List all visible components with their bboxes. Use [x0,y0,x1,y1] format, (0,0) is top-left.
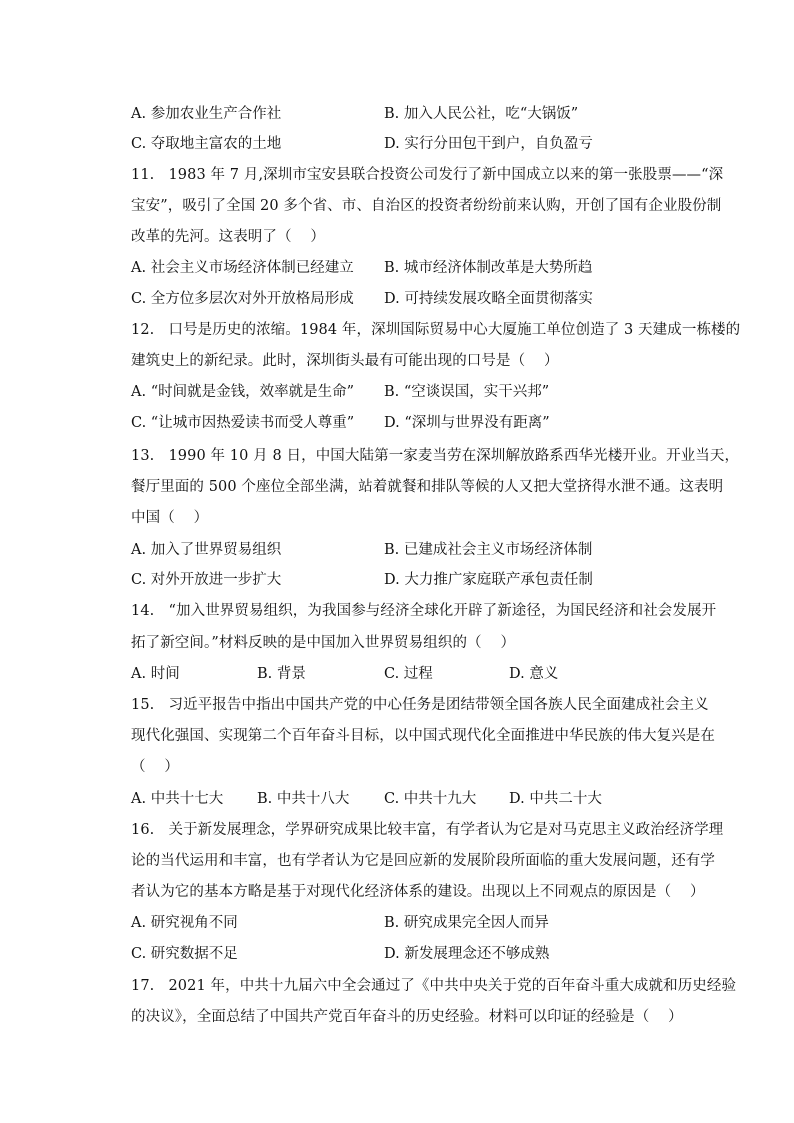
q15-stem-line-2: 现代化强国、实现第二个百年奋斗目标，以中国式现代化全面推进中华民族的伟大复兴是在 [131,728,715,744]
q12-option-a: A. “时间就是金钱，效率就是生命” [131,384,355,400]
q16-option-b: B. 研究成果完全因人而异 [384,915,549,931]
q15-option-d: D. 中共二十大 [509,791,602,807]
q14-stem-line-1: 14. “加入世界贸易组织，为我国参与经济全球化开辟了新途径，为国民经济和社会发展开 [131,603,717,619]
q16-stem-line-3: 者认为它的基本方略是基于对现代化经济体系的建设。出现以上不同观点的原因是（ ） [131,884,705,900]
q15-stem-line-1: 15. 习近平报告中指出中国共产党的中心任务是团结带领全国各族人民全面建成社会主义 [131,697,709,713]
q13-option-a: A. 加入了世界贸易组织 [131,542,282,558]
q13-stem-line-2: 餐厅里面的 500 个座位全部坐满，站着就餐和排队等候的人又把大堂挤得水泄不通。这表明 [131,479,724,495]
q11-stem-line-2: 宝安”，吸引了全国 20 多个省、市、自治区的投资者纷纷前来认购，开创了国有企业股份制 [131,198,722,214]
q17-stem-line-2: 的决议》，全面总结了中国共产党百年奋斗的历史经验。材料可以印证的经验是（ ） [131,1009,683,1025]
q15-stem-line-3: （ ） [131,759,180,775]
q16-stem-line-2: 论的当代运用和丰富，也有学者认为它是回应新的发展阶段所面临的重大发展问题，还有学 [131,853,715,869]
q15-option-a: A. 中共十七大 [131,791,224,807]
q11-option-c: C. 全方位多层次对外开放格局形成 [131,291,354,307]
q16-option-d: D. 新发展理念还不够成熟 [384,946,550,962]
q11-option-a: A. 社会主义市场经济体制已经建立 [131,260,354,276]
q13-option-c: C. 对外开放进一步扩大 [131,572,282,588]
q10-option-c: C. 夺取地主富农的土地 [131,136,282,152]
q14-option-c: C. 过程 [384,666,433,682]
q16-stem-line-1: 16. 关于新发展理念，学界研究成果比较丰富，有学者认为它是对马克思主义政治经济学理 [131,822,724,838]
q13-option-d: D. 大力推广家庭联产承包责任制 [384,572,593,588]
q11-option-b: B. 城市经济体制改革是大势所趋 [384,260,593,276]
q10-option-d: D. 实行分田包干到户，自负盈亏 [384,136,593,152]
q14-option-b: B. 背景 [257,666,306,682]
q13-option-b: B. 已建成社会主义市场经济体制 [384,542,593,558]
q11-option-d: D. 可持续发展攻略全面贯彻落实 [384,291,593,307]
q17-stem-line-1: 17. 2021 年，中共十九届六中全会通过了《中共中央关于党的百年奋斗重大成就和历史经验 [131,978,737,994]
q12-option-b: B. “空谈误国，实干兴邦” [384,384,550,400]
q12-option-d: D. “深圳与世界没有距离” [384,415,550,431]
q12-stem-line-1: 12. 口号是历史的浓缩。1984 年，深圳国际贸易中心大厦施工单位创造了 3 天建成一栋楼的 [131,322,741,338]
q14-stem-line-2: 拓了新空间。”材料反映的是中国加入世界贸易组织的（ ） [131,635,516,651]
q15-option-b: B. 中共十八大 [257,791,350,807]
q11-stem-line-1: 11. 1983 年 7 月,深圳市宝安县联合投资公司发行了新中国成立以来的第一张股票——“深 [131,167,724,183]
q14-option-d: D. 意义 [509,666,559,682]
q15-option-c: C. 中共十九大 [384,791,477,807]
q13-stem-line-3: 中国（ ） [131,510,209,526]
q16-option-c: C. 研究数据不足 [131,946,238,962]
q12-stem-line-2: 建筑史上的新纪录。此时，深圳街头最有可能出现的口号是（ ） [131,353,559,369]
q14-option-a: A. 时间 [131,666,180,682]
q10-option-b: B. 加入人民公社，吃“大锅饭” [384,106,579,122]
q10-option-a: A. 参加农业生产合作社 [131,106,282,122]
q16-option-a: A. 研究视角不同 [131,915,238,931]
q12-option-c: C. “让城市因热爱读书而受人尊重” [131,415,355,431]
q13-stem-line-1: 13. 1990 年 10 月 8 日，中国大陆第一家麦当劳在深圳解放路系西华光楼开业。开业当天， [131,448,740,464]
q11-stem-line-3: 改革的先河。这表明了（ ） [131,229,326,245]
